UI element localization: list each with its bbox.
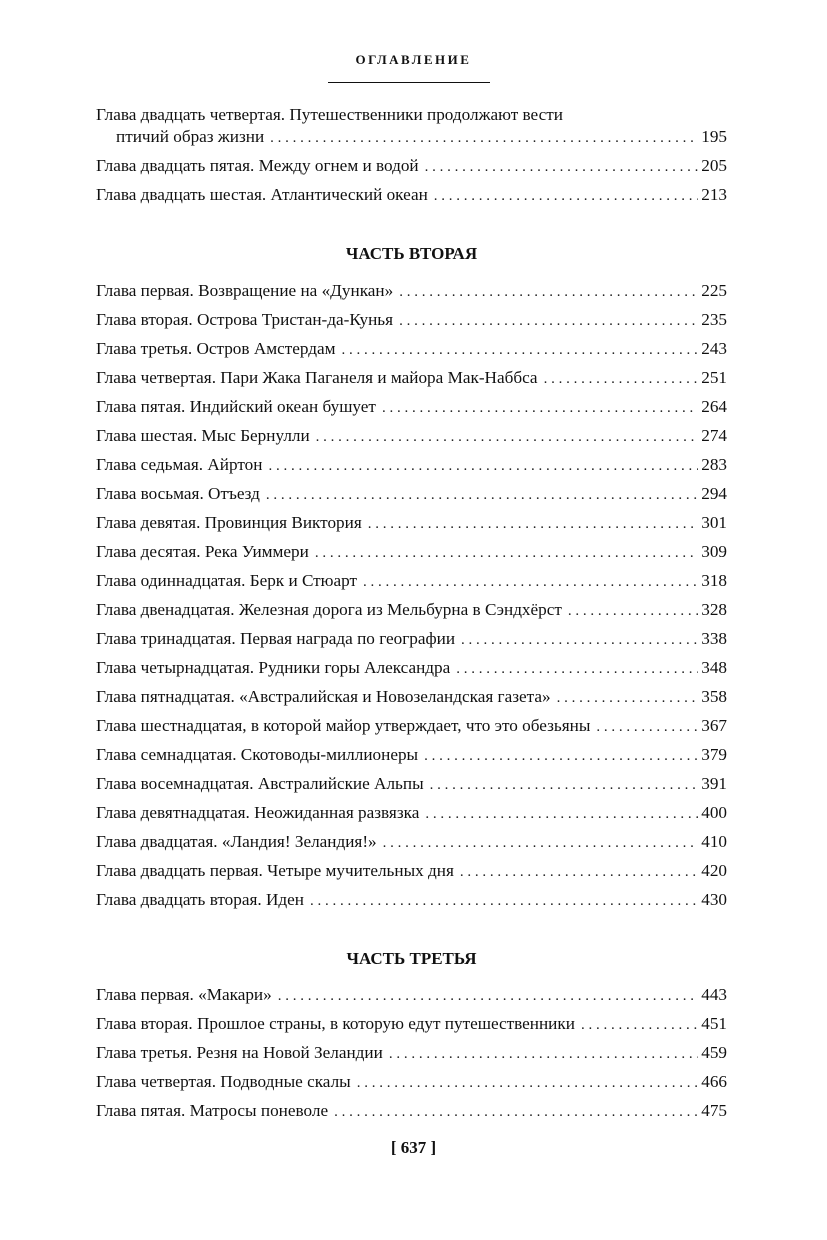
dot-leader	[368, 510, 698, 539]
toc-entry[interactable]	[96, 305, 727, 334]
entry-title: Глава седьмая. Айртон	[96, 455, 263, 474]
entry-page-number: 410	[701, 832, 727, 851]
entry-page-number: 328	[701, 600, 727, 619]
toc-entry[interactable]	[96, 392, 727, 421]
entry-title: Глава восемнадцатая. Австралийские Альпы	[96, 774, 424, 793]
entry-page-number: 459	[701, 1043, 727, 1062]
dot-leader	[434, 182, 698, 211]
dot-leader	[389, 1040, 698, 1069]
page-header-title: ОГЛАВЛЕНИЕ	[355, 52, 472, 67]
toc-entry[interactable]	[96, 740, 727, 769]
dot-leader	[456, 655, 698, 684]
entry-title: Глава двадцать четвертая. Путешественники продолжают вести	[96, 105, 563, 124]
toc-entry[interactable]	[96, 421, 727, 450]
toc-entry[interactable]	[96, 798, 727, 827]
toc-entry[interactable]	[96, 363, 727, 392]
part-title: ЧАСТЬ ВТОРАЯ	[345, 244, 478, 263]
part-three-entries	[96, 980, 727, 1125]
toc-entry[interactable]	[96, 151, 727, 180]
entry-page-number: 466	[701, 1072, 727, 1091]
entry-title: Глава двенадцатая. Железная дорога из Мельбурна в Сэндхёрст	[96, 600, 562, 619]
toc-entry[interactable]	[96, 711, 727, 740]
toc-entry[interactable]	[96, 566, 727, 595]
dot-leader	[278, 982, 699, 1011]
toc-entry[interactable]	[96, 595, 727, 624]
toc-entry[interactable]	[96, 479, 727, 508]
entry-title: Глава первая. «Макари»	[96, 985, 272, 1004]
dot-leader	[382, 394, 698, 423]
dot-leader	[581, 1011, 698, 1040]
entry-page-number: 243	[701, 339, 727, 358]
entry-page-number: 301	[701, 513, 727, 532]
dot-leader	[334, 1098, 698, 1127]
toc-entry[interactable]	[96, 653, 727, 682]
entry-title: Глава двадцать шестая. Атлантический океан	[96, 185, 428, 204]
toc-entry[interactable]	[96, 769, 727, 798]
dot-leader	[544, 365, 699, 394]
dot-leader	[266, 481, 698, 510]
toc-entry[interactable]	[96, 508, 727, 537]
toc-entry[interactable]	[96, 980, 727, 1009]
entry-title: Глава двадцать первая. Четыре мучительных дня	[96, 861, 454, 880]
dot-leader	[430, 771, 699, 800]
entry-title: Глава девятнадцатая. Неожиданная развязка	[96, 803, 420, 822]
entry-title: Глава третья. Резня на Новой Зеландии	[96, 1043, 383, 1062]
entry-page-number: 225	[701, 281, 727, 300]
entry-page-number: 274	[701, 426, 727, 445]
entry-page-number: 358	[701, 687, 727, 706]
dot-leader	[460, 858, 698, 887]
entry-page-number: 294	[701, 484, 727, 503]
entry-title: Глава третья. Остров Амстердам	[96, 339, 336, 358]
entry-title: Глава четвертая. Пари Жака Паганеля и майора Мак-Наббса	[96, 368, 538, 387]
entry-title: птичий образ жизни	[116, 127, 265, 146]
header-rule	[328, 82, 490, 83]
entry-title: Глава четвертая. Подводные скалы	[96, 1072, 351, 1091]
dot-leader	[270, 127, 698, 149]
dot-leader	[310, 887, 698, 916]
toc-entry[interactable]	[96, 180, 727, 209]
dot-leader	[268, 452, 698, 481]
entry-title: Глава тринадцатая. Первая награда по географии	[96, 629, 456, 648]
entry-title: Глава шестнадцатая, в которой майор утверждает, что это обезьяны	[96, 716, 591, 735]
entry-page-number: 251	[701, 368, 727, 387]
entry-page-number: 379	[701, 745, 727, 764]
dot-leader	[315, 539, 698, 568]
toc-entry[interactable]	[96, 450, 727, 479]
entry-title: Глава одиннадцатая. Берк и Стюарт	[96, 571, 358, 590]
entry-page-number: 283	[701, 455, 727, 474]
part-two-section	[96, 240, 727, 914]
page-number: [ 637 ]	[390, 1138, 437, 1157]
entry-page-number: 420	[701, 861, 727, 880]
entry-title: Глава пятая. Индийский океан бушует	[96, 397, 376, 416]
dot-leader	[357, 1069, 699, 1098]
dot-leader	[363, 568, 698, 597]
toc-entry[interactable]	[96, 624, 727, 653]
entry-title: Глава двадцать пятая. Между огнем и водой	[96, 156, 419, 175]
entry-page-number: 309	[701, 542, 727, 561]
toc-entry[interactable]	[96, 334, 727, 363]
toc-entry[interactable]	[96, 276, 727, 305]
dot-leader	[425, 153, 699, 182]
toc-entry[interactable]	[96, 1096, 727, 1125]
part-title: ЧАСТЬ ТРЕТЬЯ	[346, 949, 477, 968]
entry-title: Глава двадцать вторая. Иден	[96, 890, 304, 909]
entry-title: Глава семнадцатая. Скотоводы-миллионеры	[96, 745, 419, 764]
dot-leader	[568, 597, 698, 626]
entry-title: Глава первая. Возвращение на «Дункан»	[96, 281, 394, 300]
entry-title: Глава десятая. Река Уиммери	[96, 542, 309, 561]
part-two-entries	[96, 276, 727, 914]
toc-entry[interactable]	[96, 1038, 727, 1067]
continued-entries	[96, 104, 727, 209]
entry-title: Глава пятнадцатая. «Австралийская и Новозеландская газета»	[96, 687, 551, 706]
dot-leader	[399, 307, 698, 336]
entry-page-number: 213	[701, 185, 727, 204]
dot-leader	[424, 742, 698, 771]
entry-title: Глава пятая. Матросы поневоле	[96, 1101, 329, 1120]
dot-leader	[425, 800, 698, 829]
entry-page-number: 443	[701, 985, 727, 1004]
entry-title: Глава шестая. Мыс Бернулли	[96, 426, 310, 445]
dot-leader	[557, 684, 699, 713]
dot-leader	[461, 626, 698, 655]
entry-title: Глава вторая. Прошлое страны, в которую едут путешественники	[96, 1014, 575, 1033]
entry-page-number: 475	[701, 1101, 727, 1120]
entry-title: Глава девятая. Провинция Виктория	[96, 513, 362, 532]
dot-leader	[399, 278, 698, 307]
entry-title: Глава вторая. Острова Тристан-да-Кунья	[96, 310, 394, 329]
entry-page-number: 367	[701, 716, 727, 735]
entry-page-number: 430	[701, 890, 727, 909]
entry-page-number: 195	[701, 127, 727, 146]
dot-leader	[383, 829, 699, 858]
dot-leader	[596, 713, 698, 742]
entry-page-number: 235	[701, 310, 727, 329]
entry-page-number: 264	[701, 397, 727, 416]
entry-page-number: 318	[701, 571, 727, 590]
toc-entry[interactable]	[96, 1009, 727, 1038]
toc-entry[interactable]	[96, 827, 727, 856]
toc-entry[interactable]	[96, 1067, 727, 1096]
entry-page-number: 205	[701, 156, 727, 175]
toc-entry[interactable]	[96, 104, 727, 148]
toc-entry[interactable]	[96, 682, 727, 711]
entry-title: Глава двадцатая. «Ландия! Зеландия!»	[96, 832, 377, 851]
dot-leader	[316, 423, 699, 452]
toc-entry[interactable]	[96, 856, 727, 885]
entry-page-number: 400	[701, 803, 727, 822]
part-three-section	[96, 945, 727, 1125]
dot-leader	[342, 336, 699, 365]
toc-entry[interactable]	[96, 537, 727, 566]
entry-title: Глава восьмая. Отъезд	[96, 484, 260, 503]
toc-entry[interactable]	[96, 885, 727, 914]
entry-page-number: 338	[701, 629, 727, 648]
entry-title: Глава четырнадцатая. Рудники горы Александра	[96, 658, 451, 677]
entry-page-number: 451	[701, 1014, 727, 1033]
entry-page-number: 348	[701, 658, 727, 677]
entry-page-number: 391	[701, 774, 727, 793]
